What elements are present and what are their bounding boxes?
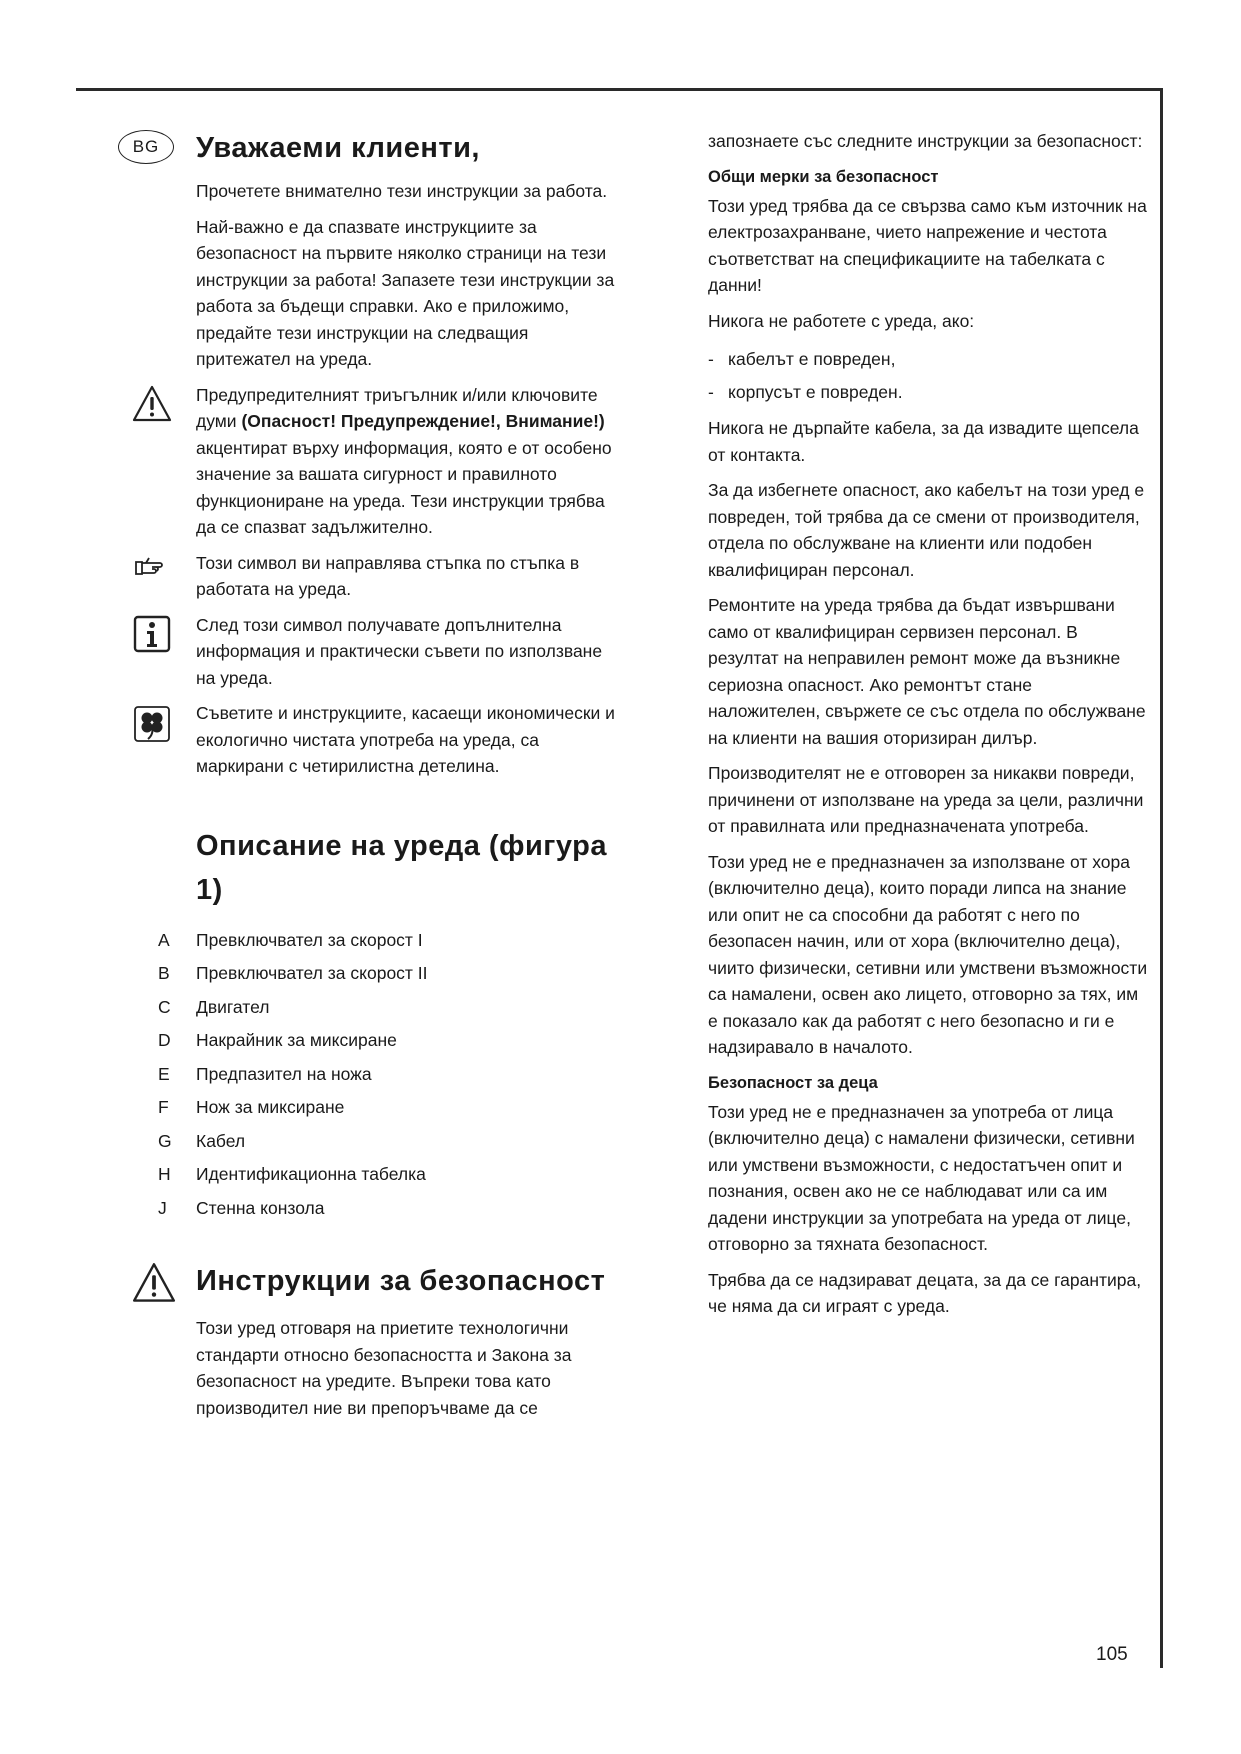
part-key: H [158, 1164, 171, 1184]
general-paragraph-6: Производителят не е отговорен за никакви повреди, причинени от използване на уреда за цели, различни от правилната или предназначената употреба. [708, 763, 1144, 836]
warning-triangle-icon [132, 384, 172, 424]
info-note [196, 612, 626, 692]
general-paragraph-2: Никога не работете с уреда, ако: [708, 310, 975, 331]
parts-list [158, 924, 626, 1226]
general-safety-heading: Общи мерки за безопасност [708, 167, 939, 186]
list-item [158, 957, 626, 991]
part-label: Кабел [196, 1130, 246, 1151]
part-key: C [158, 996, 171, 1017]
list-item [158, 1058, 626, 1092]
list-item [158, 1125, 626, 1159]
part-label: Предпазител на ножа [196, 1063, 372, 1084]
children-paragraph-1: Този уред не е предназначен за употреба от лица (включително деца) с намалени физически, сетивни или умствени възможности, с недостатъчен опит и познания, освен ако не се наблюдават или са им дадени инструкции за употребата на уреда от лице, отговорно за тяхната безопасност. [708, 1101, 1135, 1254]
part-key: G [158, 1130, 172, 1151]
left-column [158, 128, 626, 1430]
list-item: - кабелът е повреден, [708, 349, 896, 369]
list-item [158, 991, 626, 1025]
right-rule [1160, 88, 1163, 1668]
child-safety-heading: Безопасност за деца [708, 1073, 878, 1092]
part-label: Превключвател за скорост I [196, 929, 423, 950]
list-item: - корпусът е повреден. [708, 382, 903, 402]
info-paragraph: След този символ получавате допълнителна информация и практически съвети по използване на уреда. [196, 614, 603, 688]
language-badge: BG [118, 130, 174, 164]
bullet-text: кабелът е повреден, [728, 349, 896, 369]
four-leaf-clover-icon [132, 704, 172, 744]
warning-text-a: Предупредителният триъгълник и/или ключовите думи [196, 384, 598, 431]
warning-paragraph [196, 382, 626, 541]
intro-paragraph-1: Прочетете внимателно тези инструкции за работа. [196, 181, 608, 201]
bullet-text: корпусът е повреден. [728, 382, 903, 402]
safety-section [196, 1259, 626, 1303]
children-paragraph-2: Трябва да се надзирават децата, за да се гарантира, че няма да си играят с уреда. [708, 1269, 1142, 1316]
continued-paragraph: запознаете със следните инструкции за безопасност: [708, 131, 1143, 151]
warning-note [196, 382, 626, 541]
part-label: Превключвател за скорост II [196, 963, 428, 983]
part-key: D [158, 1030, 171, 1050]
intro-paragraph-2: Най-важно е да спазвате инструкциите за безопасност на първите няколко страници на тези инструкции за работа! Запазете тези инструкции за работа за бъдещи справки. Ако е приложимо, предайте тези инструкции на следващия притежател на уреда. [196, 216, 615, 369]
safety-paragraph: Този уред отговаря на приетите технологични стандарти относно безопасността и Закона за безопасност на уредите. Въпреки това като производител ние ви препоръчваме да се [196, 1318, 572, 1418]
general-paragraph-3: Никога не дърпайте кабела, за да извадите щепсела от контакта. [708, 418, 1139, 465]
top-rule [76, 88, 1162, 91]
warning-text-c: акцентират върху информация, която е от особено значение за вашата сигурност и правилното функциониране на уреда. Тези инструкции трябва да се спазват задължително. [196, 437, 612, 537]
general-paragraph-4: За да избегнете опасност, ако кабелът на този уред е повреден, той трябва да се смени от производителя, отдела по обслужване на клиенти или подобен квалифициран персонал. [708, 480, 1145, 580]
page-title: Уважаеми клиенти, [196, 132, 480, 164]
right-column [708, 128, 1148, 1329]
hand-note [196, 550, 626, 603]
clover-paragraph: Съветите и инструкциите, касаещи икономически и екологично чистата употреба на уреда, са маркирани с четирилистна детелина. [196, 703, 615, 776]
info-icon [132, 614, 172, 654]
general-paragraph-7: Този уред не е предназначен за използване от хора (включително деца), които поради липса на знание или опит не са способни да работят с него по безопасен начин, или от хора (включително деца), чиито физически, сетивни или умствени възможности са намалени, освен ако лицето, отговорно за тях, им е показало как да работят с него безопасно и ги е надзиравало в началото. [708, 851, 1148, 1057]
bullet-list [708, 343, 1148, 409]
general-paragraph-5: Ремонтите на уреда трябва да бъдат извършвани само от квалифициран сервизен персонал. В резултат на неправилен ремонт може да възникне сериозна опасност. Ако ремонтът стане наложителен, свържете се със отдела по обслужване на клиенти на вашия оторизиран дилър. [708, 595, 1146, 748]
part-label: Накрайник за миксиране [196, 1030, 397, 1050]
list-item [158, 1158, 626, 1192]
part-key: B [158, 963, 170, 983]
page-number: 105 [1096, 1644, 1128, 1665]
part-label: Стенна конзола [196, 1197, 325, 1218]
part-label: Нож за миксиране [196, 1097, 345, 1117]
hand-paragraph: Този символ ви направлява стъпка по стъпка в работата на уреда. [196, 552, 580, 599]
list-item [158, 924, 626, 958]
part-key: A [158, 929, 170, 950]
description-title: Описание на уреда (фигура 1) [196, 829, 607, 906]
pointing-hand-icon [132, 546, 172, 586]
clover-note [196, 700, 626, 780]
safety-title: Инструкции за безопасност [196, 1265, 606, 1297]
part-label: Идентификационна табелка [196, 1164, 426, 1184]
part-key: J [158, 1197, 167, 1218]
part-label: Двигател [196, 996, 270, 1017]
warning-keywords: (Опасност! Предупреждение!, Внимание!) [241, 411, 605, 431]
list-item [158, 1192, 626, 1226]
list-item [158, 1024, 626, 1058]
warning-triangle-icon [132, 1261, 176, 1305]
list-item [158, 1091, 626, 1125]
general-paragraph-1: Този уред трябва да се свързва само към източник на електрозахранване, чието напрежение и честота съответстват на спецификациите на табелката с данни! [708, 195, 1147, 295]
part-key: E [158, 1063, 170, 1084]
part-key: F [158, 1097, 169, 1117]
